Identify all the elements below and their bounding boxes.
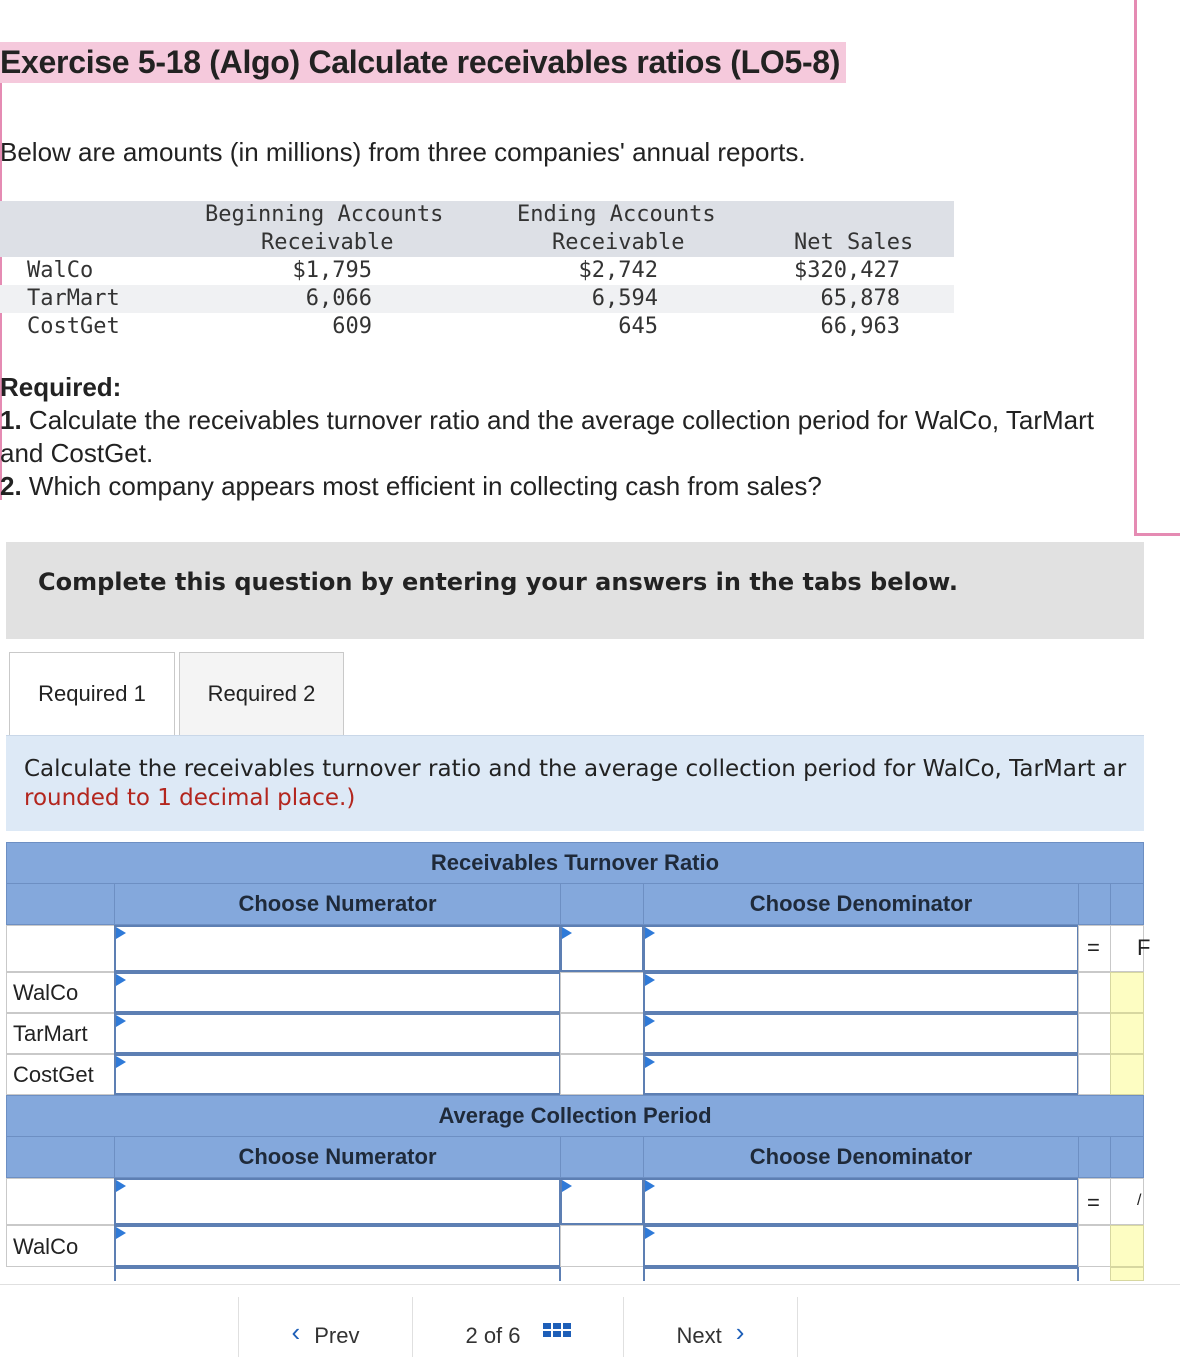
company-name: WalCo <box>27 258 94 283</box>
intro-text: Below are amounts (in millions) from three companies' annual reports. <box>0 137 806 167</box>
company-name: TarMart <box>27 286 120 311</box>
equals-header <box>1078 883 1111 925</box>
result-input[interactable] <box>1110 972 1144 1013</box>
prev-label: Prev <box>314 1323 360 1348</box>
denominator-input[interactable] <box>643 1267 1079 1281</box>
col-ending-header-2: Receivable <box>552 230 685 255</box>
ending-ar: $2,742 <box>578 258 658 283</box>
denominator-input[interactable] <box>643 972 1079 1013</box>
equals-cell <box>1078 972 1111 1013</box>
beginning-ar: $1,795 <box>292 258 372 283</box>
ending-ar: 645 <box>618 314 658 339</box>
ending-ar: 6,594 <box>591 286 658 311</box>
numerator-select[interactable] <box>114 1178 561 1225</box>
page-indicator-text: 2 of 6 <box>465 1323 521 1348</box>
required-heading: Required: <box>0 372 122 402</box>
q1-number: 1. <box>0 405 22 435</box>
result-header <box>1110 883 1144 925</box>
equals-cell <box>1078 1013 1111 1054</box>
q1-text: Calculate the receivables turnover ratio and the average collection period for WalCo, TarMart and CostGet. <box>0 405 1095 468</box>
beginning-ar: 609 <box>332 314 372 339</box>
numerator-input[interactable] <box>114 1267 561 1281</box>
beginning-ar: 6,066 <box>305 286 372 311</box>
col-ending-header-1: Ending Accounts <box>517 202 716 227</box>
dropdown-indicator-icon <box>645 927 655 939</box>
operator-select[interactable] <box>560 925 644 972</box>
header-blank <box>6 1136 115 1178</box>
result-input[interactable] <box>1110 1013 1144 1054</box>
footer-nav <box>0 1284 1180 1348</box>
tab-label: Required 1 <box>38 681 146 706</box>
net-sales: $320,427 <box>794 258 900 283</box>
grid-icon <box>543 1323 571 1337</box>
numerator-input[interactable] <box>114 1013 561 1054</box>
denominator-input[interactable] <box>643 1225 1079 1267</box>
divide-header <box>560 1136 644 1178</box>
dropdown-indicator-icon <box>116 1227 126 1239</box>
denominator-select[interactable] <box>643 925 1079 972</box>
result-header <box>1110 1136 1144 1178</box>
dropdown-indicator-icon <box>116 974 126 986</box>
row-label-blank <box>6 1178 115 1225</box>
result-input[interactable] <box>1110 1054 1144 1095</box>
next-label: Next <box>676 1323 722 1348</box>
company-label: WalCo <box>13 980 79 1005</box>
numerator-input[interactable] <box>114 1054 561 1095</box>
dropdown-indicator-icon <box>116 927 126 939</box>
dropdown-indicator-icon <box>116 1056 126 1068</box>
section-title-text: Receivables Turnover Ratio <box>430 850 720 875</box>
operator-cell <box>560 1225 644 1267</box>
numerator-header <box>114 1136 561 1178</box>
equals-cell <box>1078 1054 1111 1095</box>
equals-sign: = <box>1087 1190 1100 1215</box>
dropdown-indicator-icon <box>562 927 572 939</box>
denominator-header <box>643 1136 1079 1178</box>
company-label: CostGet <box>13 1062 94 1087</box>
page-title: Exercise 5-18 (Algo) Calculate receivables ratios (LO5-8) <box>0 42 846 83</box>
section-title-collection-period <box>6 1095 1144 1137</box>
denominator-header-text: Choose Denominator <box>749 891 973 916</box>
col-beginning-header-1: Beginning Accounts <box>205 202 444 227</box>
row-label-blank <box>6 925 115 972</box>
denominator-header-text: Choose Denominator <box>749 1144 973 1169</box>
operator-select[interactable] <box>560 1178 644 1225</box>
equals-sign: = <box>1087 935 1100 960</box>
denominator-input[interactable] <box>643 1013 1079 1054</box>
instruction-banner-text: Complete this question by entering your answers in the tabs below. <box>38 568 958 596</box>
chevron-right-icon: › <box>735 1317 745 1347</box>
divide-header <box>560 883 644 925</box>
dropdown-indicator-icon <box>645 1227 655 1239</box>
result-label-partial: / <box>1137 1192 1142 1209</box>
dropdown-indicator-icon <box>645 1180 655 1192</box>
tab-instructions-line-1: Calculate the receivables turnover ratio and the average collection period for WalCo, TarMart ar <box>24 756 1127 782</box>
company-name: CostGet <box>27 314 120 339</box>
dropdown-indicator-icon <box>116 1180 126 1192</box>
dropdown-indicator-icon <box>645 1056 655 1068</box>
q2-text: Which company appears most efficient in collecting cash from sales? <box>21 471 822 501</box>
numerator-header-text: Choose Numerator <box>238 891 437 916</box>
next-button[interactable] <box>623 1297 798 1357</box>
tab-instructions-line-2: rounded to 1 decimal place.) <box>24 785 356 811</box>
col-beginning-header-2: Receivable <box>261 230 394 255</box>
dropdown-indicator-icon <box>116 1015 126 1027</box>
denominator-input[interactable] <box>643 1054 1079 1095</box>
header-blank <box>6 883 115 925</box>
section-title-text: Average Collection Period <box>438 1103 712 1128</box>
company-label: TarMart <box>13 1021 88 1046</box>
col-sales-header: Net Sales <box>794 230 914 255</box>
numerator-header <box>114 883 561 925</box>
denominator-header <box>643 883 1079 925</box>
operator-cell <box>560 1054 644 1095</box>
chevron-left-icon: ‹ <box>291 1317 301 1347</box>
company-label: WalCo <box>13 1234 79 1259</box>
numerator-header-text: Choose Numerator <box>238 1144 437 1169</box>
result-input[interactable] <box>1110 1267 1144 1281</box>
dropdown-indicator-icon <box>645 1015 655 1027</box>
page-indicator[interactable] <box>413 1297 623 1357</box>
operator-cell <box>560 1013 644 1054</box>
tab-label: Required 2 <box>207 681 316 706</box>
net-sales: 66,963 <box>820 314 900 339</box>
numerator-select[interactable] <box>114 925 561 972</box>
dropdown-indicator-icon <box>562 1180 572 1192</box>
numerator-input[interactable] <box>114 972 561 1013</box>
operator-cell <box>560 972 644 1013</box>
denominator-select[interactable] <box>643 1178 1079 1225</box>
equals-cell <box>1078 1225 1111 1267</box>
q2-number: 2. <box>0 471 22 501</box>
dropdown-indicator-icon <box>645 974 655 986</box>
net-sales: 65,878 <box>820 286 900 311</box>
numerator-input[interactable] <box>114 1225 561 1267</box>
section-title-turnover <box>6 842 1144 884</box>
result-label-partial: F <box>1137 935 1151 960</box>
result-input[interactable] <box>1110 1225 1144 1267</box>
equals-header <box>1078 1136 1111 1178</box>
prev-button[interactable] <box>238 1297 413 1357</box>
